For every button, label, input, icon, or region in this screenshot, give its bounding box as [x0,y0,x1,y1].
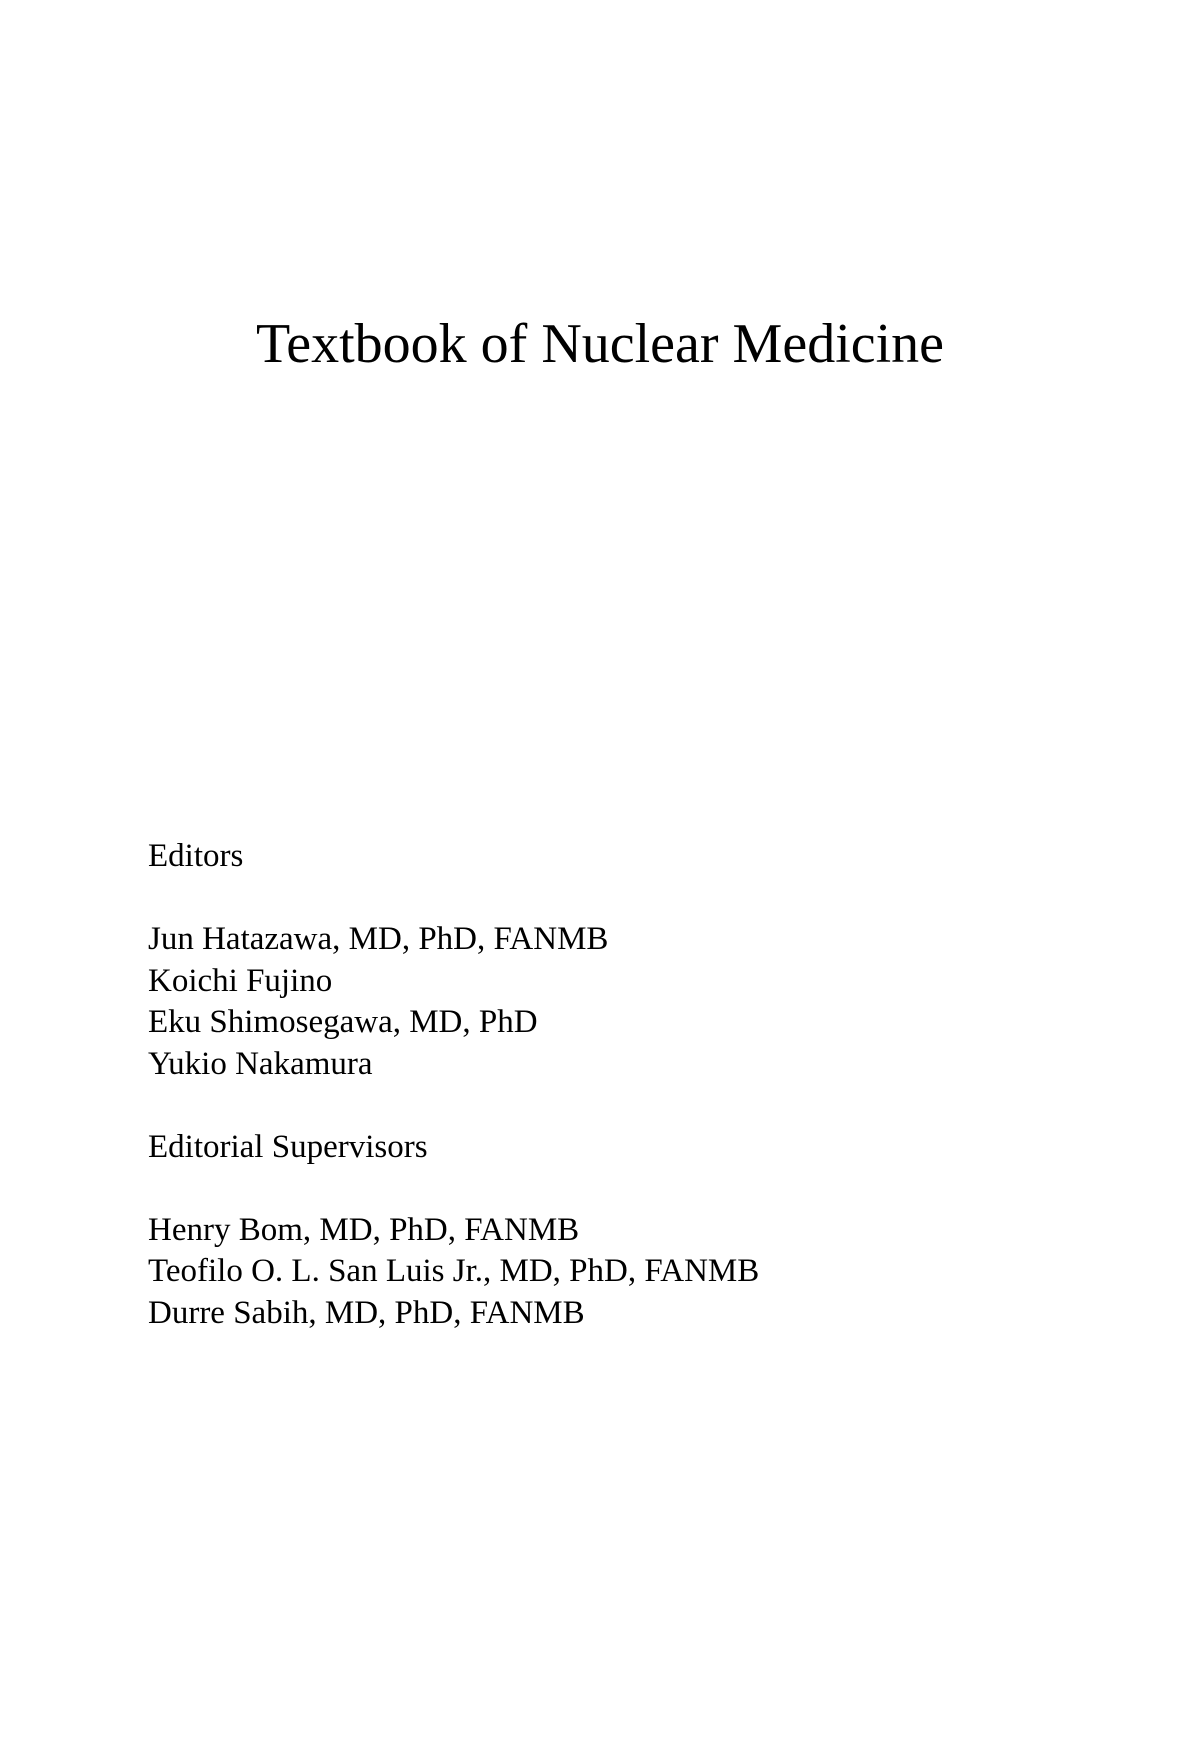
supervisors-list [148,1210,759,1335]
editor-name: Koichi Fujino [148,962,333,999]
editor-name: Yukio Nakamura [148,1045,373,1082]
supervisor-name: Durre Sabih, MD, PhD, FANMB [148,1294,585,1331]
supervisor-name: Teofilo O. L. San Luis Jr., MD, PhD, FANMB [148,1253,760,1289]
credits-block [148,836,759,1334]
supervisor-name: Henry Bom, MD, PhD, FANMB [148,1211,580,1248]
book-title: Textbook of Nuclear Medicine [255,313,945,375]
editor-name: Jun Hatazawa, MD, PhD, FANMB [148,921,609,957]
editors-section [148,836,759,1085]
editors-heading: Editors [148,838,244,874]
editors-list [148,919,759,1085]
supervisors-section [148,1127,759,1335]
supervisors-heading: Editorial Supervisors [148,1128,428,1165]
editor-name: Eku Shimosegawa, MD, PhD [148,1004,538,1040]
